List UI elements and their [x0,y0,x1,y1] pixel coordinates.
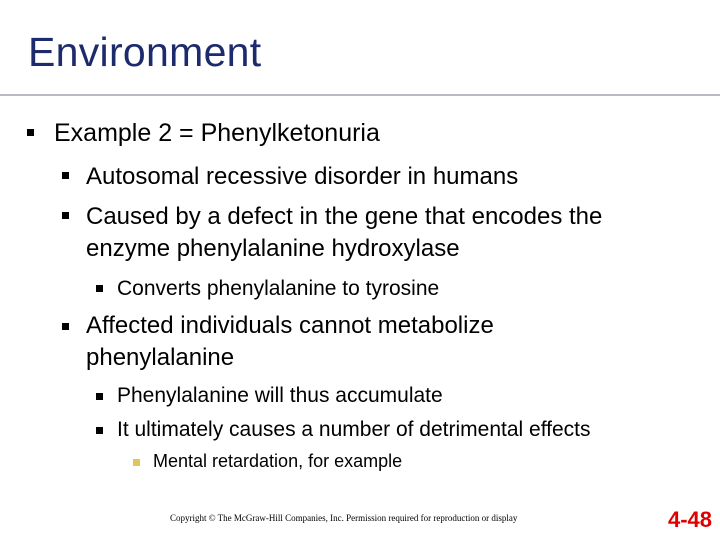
bullet-autosomal: Autosomal recessive disorder in humans [86,163,519,190]
bullet-caused-by-line2: enzyme phenylalanine hydroxylase [86,235,460,262]
bullet-marker [62,172,69,179]
bullet-marker [96,427,103,434]
bullet-accumulate: Phenylalanine will thus accumulate [117,384,443,407]
page-number: 4-48 [667,507,712,532]
slide-title: Environment [28,29,262,75]
bullet-detrimental: It ultimately causes a number of detrimental effects [117,418,591,441]
title-divider [0,94,720,96]
bullet-marker [62,323,69,330]
bullet-marker [96,285,103,292]
bullet-mental-retardation: Mental retardation, for example [153,451,403,471]
bullet-marker [27,129,34,136]
bullet-affected-line2: phenylalanine [86,344,235,371]
copyright-footer: Copyright © The McGraw-Hill Companies, Inc. Permission required for reproduction or display [170,513,518,523]
bullet-marker [96,393,103,400]
bullet-affected-line1: Affected individuals cannot metabolize [86,312,494,339]
bullet-marker [133,459,140,466]
bullet-caused-by-line1: Caused by a defect in the gene that encodes the [86,203,603,230]
bullet-example-2: Example 2 = Phenylketonuria [54,119,380,147]
bullet-marker [62,212,69,219]
bullet-converts: Converts phenylalanine to tyrosine [117,277,440,300]
